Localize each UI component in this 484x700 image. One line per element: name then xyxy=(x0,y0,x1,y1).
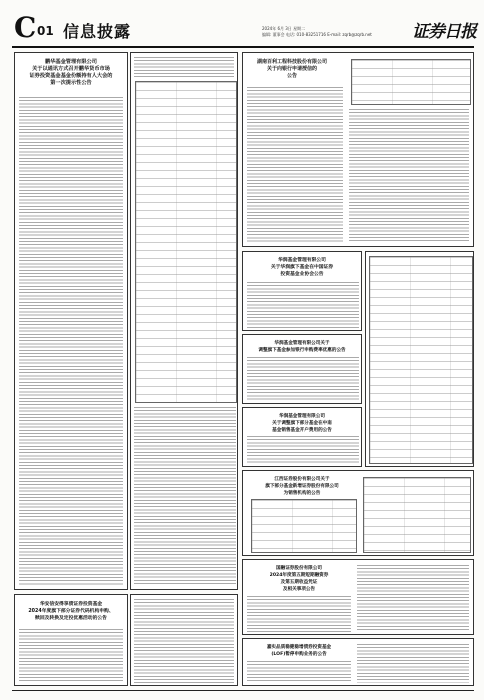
notice-8 xyxy=(14,594,128,686)
bottom-middle-text xyxy=(130,594,238,686)
notice-body-left xyxy=(247,87,343,243)
notice-4 xyxy=(242,334,362,404)
notice-body-right xyxy=(357,565,469,632)
notice-title: 华润基金管理有限公司 关于华润旗下基金在中国证券 投资基金业协会公告 xyxy=(270,258,334,277)
notice-body-right xyxy=(349,109,469,243)
notice-1 xyxy=(14,52,128,590)
disclosure-table xyxy=(130,52,238,590)
notice-3 xyxy=(242,251,362,331)
notice-5 xyxy=(242,407,362,467)
notice-title: 华润基金管理有限公司 关于调整旗下部分基金在中南 基金销售基金开户费用的公告 xyxy=(272,414,332,433)
newspaper-logo: 证券日报 xyxy=(412,22,476,42)
section-number: 01 xyxy=(37,24,54,38)
table-grid xyxy=(135,81,237,403)
notice-table-right xyxy=(363,477,471,553)
section-letter: C xyxy=(14,11,37,44)
notice-2 xyxy=(242,52,474,247)
notice-body xyxy=(134,599,234,683)
section-title: 信息披露 xyxy=(63,22,132,41)
notice-title: 江西证券股份有限公司关于 旗下部分基金新增证券股份有限公司 为销售机构的公告 xyxy=(265,477,339,496)
notice-body-left xyxy=(247,661,351,683)
notice-body xyxy=(19,97,123,585)
issue-date: 2024年 6月 3日 星期二 xyxy=(262,26,306,31)
table-grid xyxy=(369,256,473,464)
notice-title: 国融证券股份有限公司 2024年度第五期短期融资券 及第五期收益凭证 及相关事项公告 xyxy=(269,566,329,592)
table-header-text xyxy=(134,57,234,77)
notice-title: 华安信安得享债证券投资基金 2024年度旗下部分证券代码机构申购、 赎回及转换及定投优惠活动的公告 xyxy=(28,602,114,621)
footer-rule xyxy=(12,690,474,691)
notice-title: 湖南百利工程科技股份有限公司 关于向银行申请授信的 公告 xyxy=(256,59,327,79)
notice-9 xyxy=(242,638,474,686)
notice-body xyxy=(247,357,359,401)
notice-body-right xyxy=(357,644,469,683)
notice-6 xyxy=(242,470,474,556)
notice-table xyxy=(251,499,357,553)
fund-list-table xyxy=(365,251,474,467)
notice-title: 鹏华基金管理有限公司 关于以通讯方式召开鹏华货币市场 证券投资基金基金份额持有人大会的 第一次提示性公告 xyxy=(29,59,113,86)
notice-body-left xyxy=(247,596,351,632)
notice-title: 华润基金管理有限公司关于 调整旗下基金参加银行申购费率优惠的公告 xyxy=(258,341,346,353)
masthead-info xyxy=(262,26,372,38)
editor-contact: 编辑: 董事会 电话: 010-83251716 E-mail: zqrb@zqrb.net xyxy=(262,32,372,37)
notice-7 xyxy=(242,559,474,635)
masthead xyxy=(0,0,484,46)
notice-body xyxy=(247,282,359,328)
notice-title: 嘉实品质稳健稳增债券投资基金 (LOF)暂停申购业务的公告 xyxy=(266,645,332,657)
masthead-rule xyxy=(12,46,474,48)
notice-table xyxy=(351,59,471,105)
table-notes xyxy=(134,407,236,585)
notice-body xyxy=(247,436,359,464)
notice-body xyxy=(19,629,123,683)
